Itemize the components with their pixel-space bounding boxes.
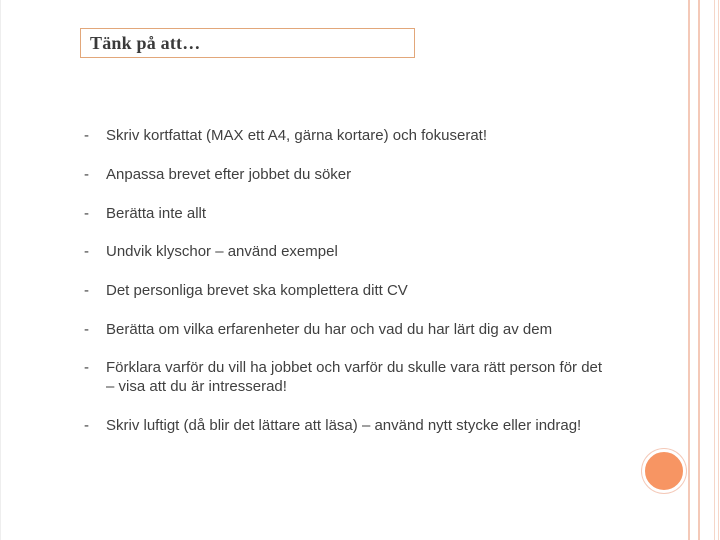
bullet-marker: - [84, 417, 89, 434]
list-item [84, 281, 604, 300]
bullet-text: Skriv luftigt (då blir det lättare att läsa) – använd nytt stycke eller indrag! [106, 417, 582, 434]
slide-title-box [80, 28, 415, 58]
bullet-marker: - [84, 243, 89, 260]
list-item [84, 320, 604, 339]
bullet-marker: - [84, 282, 89, 299]
list-item [84, 204, 604, 223]
list-item [84, 416, 604, 435]
slide-frame-left [0, 0, 1, 540]
decorative-border-line [714, 0, 715, 540]
decorative-circle-icon [642, 449, 686, 493]
bullet-text: Anpassa brevet efter jobbet du söker [106, 166, 352, 183]
bullet-marker: - [84, 359, 89, 376]
slide-title: Tänk på att… [90, 32, 201, 53]
bullet-marker: - [84, 321, 89, 338]
bullet-text: Berätta inte allt [106, 205, 207, 222]
bullet-marker: - [84, 205, 89, 222]
list-item [84, 242, 604, 261]
bullet-text: Berätta om vilka erfarenheter du har och vad du har lärt dig av dem [106, 321, 553, 338]
list-item [84, 358, 604, 396]
decorative-border-line [688, 0, 690, 540]
bullet-marker: - [84, 127, 89, 144]
bullet-marker: - [84, 166, 89, 183]
bullet-list [84, 126, 604, 435]
list-item [84, 165, 604, 184]
bullet-text: Förklara varför du vill ha jobbet och varför du skulle vara rätt person för det – visa att du är intresserad! [106, 359, 603, 395]
list-item [84, 126, 604, 145]
bullet-text: Skriv kortfattat (MAX ett A4, gärna kortare) och fokuserat! [106, 127, 487, 144]
bullet-text: Undvik klyschor – använd exempel [106, 243, 338, 260]
decorative-border-line [698, 0, 700, 540]
decorative-border-line [718, 0, 719, 540]
bullet-text: Det personliga brevet ska komplettera ditt CV [106, 282, 408, 299]
